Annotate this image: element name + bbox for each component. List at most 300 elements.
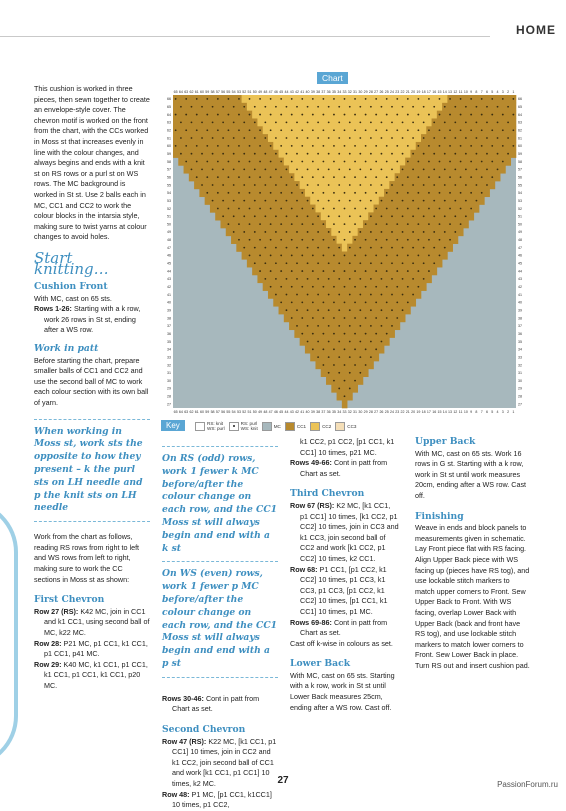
purl-dot — [417, 129, 419, 131]
chart-cell — [358, 95, 364, 103]
chart-cell — [268, 181, 274, 189]
chart-cell — [421, 236, 427, 244]
purl-dot — [486, 168, 488, 170]
chart-cell — [210, 205, 216, 213]
chart-cell — [268, 103, 274, 111]
chart-axis-label: 51 — [518, 214, 522, 219]
purl-dot — [365, 192, 367, 194]
purl-dot — [196, 145, 198, 147]
purl-dot — [206, 192, 208, 194]
purl-dot — [344, 223, 346, 225]
chart-cell — [363, 228, 369, 236]
purl-dot — [222, 215, 224, 217]
chart-cell — [426, 275, 432, 283]
purl-dot — [507, 137, 509, 139]
chart-axis-label: 57 — [215, 410, 220, 414]
chart-cell — [347, 158, 353, 166]
chart-cell — [189, 111, 195, 119]
chart-cell — [368, 220, 374, 228]
chart-cell — [379, 330, 385, 338]
purl-dot — [275, 153, 277, 155]
purl-dot — [233, 215, 235, 217]
chart-cell — [331, 244, 337, 252]
chart-cell — [199, 189, 205, 197]
purl-dot — [465, 215, 467, 217]
chart-cell — [263, 158, 269, 166]
chart-axis-label: 8 — [475, 410, 478, 414]
chart-axis-label: 30 — [518, 378, 522, 383]
chart-axis-label: 27 — [374, 90, 379, 94]
purl-dot — [201, 121, 203, 123]
purl-dot — [423, 137, 425, 139]
chart-cell — [236, 228, 242, 236]
purl-dot — [497, 153, 499, 155]
chart-cell — [294, 173, 300, 181]
chart-cell — [442, 189, 448, 197]
purl-dot — [301, 161, 303, 163]
chart-axis-label: 35 — [331, 410, 336, 414]
purl-dot — [454, 121, 456, 123]
purl-dot — [275, 121, 277, 123]
purl-dot — [407, 223, 409, 225]
purl-dot — [354, 192, 356, 194]
chart-cell — [273, 298, 279, 306]
purl-dot — [512, 98, 514, 100]
purl-dot — [470, 129, 472, 131]
chart-axis-label: 9 — [470, 410, 473, 414]
purl-dot — [286, 294, 288, 296]
chart-cell — [374, 212, 380, 220]
purl-dot — [386, 255, 388, 257]
purl-dot — [391, 231, 393, 233]
chart-cell — [257, 134, 263, 142]
chart-cell — [310, 228, 316, 236]
purl-dot — [359, 168, 361, 170]
purl-dot — [391, 137, 393, 139]
chart-axis-label: 42 — [167, 285, 171, 290]
purl-dot — [296, 247, 298, 249]
chart-axis-label: 54 — [167, 191, 171, 196]
chart-cell — [374, 291, 380, 299]
purl-dot — [338, 388, 340, 390]
chart-axis-label: 30 — [358, 410, 363, 414]
chart-axis-label: 61 — [518, 136, 522, 141]
purl-dot — [201, 168, 203, 170]
chart-cell — [416, 291, 422, 299]
chart-cell — [220, 220, 226, 228]
purl-dot — [333, 380, 335, 382]
purl-dot — [370, 106, 372, 108]
chart-cell — [331, 165, 337, 173]
purl-dot — [317, 247, 319, 249]
chart-axis-label: 41 — [300, 410, 305, 414]
chart-cell — [289, 181, 295, 189]
chart-cell — [347, 345, 353, 353]
purl-dot — [270, 208, 272, 210]
chart-axis-label: 53 — [236, 410, 241, 414]
first-chevron-heading: First Chevron — [34, 594, 105, 606]
purl-dot — [270, 161, 272, 163]
chart-cell — [363, 165, 369, 173]
chart-cell — [474, 142, 480, 150]
chart-cell — [337, 173, 343, 181]
purl-dot — [196, 161, 198, 163]
chart-cell — [342, 322, 348, 330]
purl-dot — [470, 145, 472, 147]
chart-cell — [331, 197, 337, 205]
key-cc3-swatch — [335, 422, 345, 431]
purl-dot — [333, 317, 335, 319]
chart-cell — [194, 181, 200, 189]
purl-dot — [280, 161, 282, 163]
purl-dot — [259, 223, 261, 225]
chart-cell — [321, 244, 327, 252]
section-title: HOME — [516, 23, 556, 37]
purl-dot — [307, 231, 309, 233]
purl-dot — [228, 208, 230, 210]
purl-dot — [249, 192, 251, 194]
chart-cell — [484, 173, 490, 181]
chart-cell — [347, 314, 353, 322]
chart-cell — [199, 95, 205, 103]
chart-axis-label: 50 — [167, 222, 171, 227]
upper-back-heading: Upper Back — [415, 436, 476, 447]
purl-dot — [238, 98, 240, 100]
chart-cell — [347, 330, 353, 338]
chart-axis-label: 28 — [368, 410, 373, 414]
chart-cell — [484, 189, 490, 197]
chart-cell — [326, 361, 332, 369]
purl-dot — [375, 270, 377, 272]
chart-cell — [305, 283, 311, 291]
chart-cell — [252, 252, 258, 260]
purl-dot — [444, 137, 446, 139]
purl-dot — [264, 106, 266, 108]
purl-dot — [412, 215, 414, 217]
chart-cell — [279, 212, 285, 220]
chart-cell — [432, 158, 438, 166]
chart-cell — [421, 142, 427, 150]
chart-axis-label: 57 — [215, 90, 220, 94]
chart-axis-label: 49 — [167, 230, 171, 235]
chart-cell — [257, 118, 263, 126]
chart-cell — [231, 205, 237, 213]
purl-dot — [375, 176, 377, 178]
chart-cell — [432, 189, 438, 197]
chart-cell — [389, 158, 395, 166]
chart-axis-label: 44 — [284, 410, 289, 414]
chart-cell — [231, 111, 237, 119]
purl-dot — [402, 309, 404, 311]
purl-dot — [381, 121, 383, 123]
chart-cell — [268, 118, 274, 126]
purl-dot — [307, 262, 309, 264]
chart-axis-label: 33 — [167, 355, 171, 360]
chart-cell — [463, 111, 469, 119]
chart-cell — [342, 165, 348, 173]
chart-cell — [236, 103, 242, 111]
purl-dot — [454, 168, 456, 170]
purl-dot — [359, 200, 361, 202]
chart-cell — [263, 267, 269, 275]
chart-cell — [352, 385, 358, 393]
purl-dot — [301, 333, 303, 335]
purl-dot — [307, 247, 309, 249]
chart-cell — [310, 275, 316, 283]
purl-dot — [449, 161, 451, 163]
purl-dot — [233, 184, 235, 186]
purl-dot — [481, 161, 483, 163]
chart-cell — [305, 126, 311, 134]
chart-cell — [463, 205, 469, 213]
purl-dot — [396, 255, 398, 257]
purl-dot — [507, 121, 509, 123]
purl-dot — [317, 137, 319, 139]
chart-cell — [374, 275, 380, 283]
chart-cell — [410, 173, 416, 181]
chart-cell — [294, 298, 300, 306]
chart-axis-label: 35 — [518, 339, 522, 344]
chart-cell — [194, 165, 200, 173]
chart-axis-label: 47 — [268, 90, 273, 94]
purl-dot — [465, 184, 467, 186]
chart-cell — [326, 314, 332, 322]
chart-cell — [358, 205, 364, 213]
purl-dot — [301, 301, 303, 303]
chart-cell — [384, 212, 390, 220]
row-48: Row 48: P1 MC, [p1 CC1, k1CC1] 10 times, p1 CC2, — [162, 789, 272, 810]
purl-dot — [296, 200, 298, 202]
purl-dot — [280, 98, 282, 100]
chart-cell — [379, 173, 385, 181]
chart-cell — [352, 259, 358, 267]
chart-cell — [205, 150, 211, 158]
rows-69-86: Rows 69-86: Cont in patt from Chart as set. — [290, 617, 388, 638]
purl-dot — [307, 106, 309, 108]
chart-cell — [289, 103, 295, 111]
chart-cell — [347, 283, 353, 291]
chart-cell — [331, 134, 337, 142]
chart-cell — [368, 189, 374, 197]
purl-dot — [359, 294, 361, 296]
chart-cell — [379, 126, 385, 134]
purl-dot — [359, 106, 361, 108]
chart-cell — [437, 150, 443, 158]
chart-cell — [416, 228, 422, 236]
purl-dot — [301, 286, 303, 288]
purl-dot — [222, 200, 224, 202]
row-28: Row 28: P21 MC, p1 CC1, k1 CC1, p1 CC1, p41 MC. — [34, 638, 148, 659]
chart-cell — [257, 181, 263, 189]
purl-dot — [460, 145, 462, 147]
decorative-arc — [0, 500, 18, 768]
chart-axis-label: 46 — [167, 253, 171, 258]
purl-dot — [196, 176, 198, 178]
purl-dot — [275, 215, 277, 217]
purl-dot — [280, 286, 282, 288]
chart-cell — [178, 158, 184, 166]
chart-cell — [484, 111, 490, 119]
purl-dot — [322, 145, 324, 147]
purl-dot — [322, 239, 324, 241]
purl-dot — [465, 200, 467, 202]
chart-cell — [326, 330, 332, 338]
chart-label: Chart — [317, 72, 348, 84]
purl-dot — [386, 270, 388, 272]
chart-cell — [263, 252, 269, 260]
chart-axis-label: 63 — [167, 120, 171, 125]
purl-dot — [233, 121, 235, 123]
chart-cell — [469, 165, 475, 173]
chart-cell — [405, 197, 411, 205]
purl-dot — [275, 184, 277, 186]
purl-dot — [402, 184, 404, 186]
chart-cell — [405, 118, 411, 126]
chart-cell — [384, 197, 390, 205]
purl-dot — [407, 192, 409, 194]
purl-dot — [317, 309, 319, 311]
purl-dot — [481, 145, 483, 147]
purl-dot — [322, 255, 324, 257]
chart-axis-label: 63 — [184, 90, 189, 94]
purl-dot — [307, 200, 309, 202]
purl-dot — [375, 286, 377, 288]
chart-cell — [247, 134, 253, 142]
chart-cell — [210, 158, 216, 166]
purl-dot — [460, 114, 462, 116]
chart-axis-label: 2 — [507, 90, 510, 94]
purl-dot — [349, 341, 351, 343]
purl-dot — [375, 145, 377, 147]
chart-cell — [368, 361, 374, 369]
purl-dot — [365, 129, 367, 131]
chart-cell — [236, 118, 242, 126]
purl-dot — [333, 348, 335, 350]
chart-cell — [505, 95, 511, 103]
chart-cell — [416, 244, 422, 252]
purl-dot — [344, 301, 346, 303]
chart-cell — [242, 205, 248, 213]
chart-cell — [326, 189, 332, 197]
chart-cell — [400, 126, 406, 134]
purl-dot — [317, 121, 319, 123]
chart-cell — [421, 158, 427, 166]
chart-cell — [368, 314, 374, 322]
chart-cell — [210, 173, 216, 181]
purl-dot — [454, 106, 456, 108]
chart-cell — [352, 103, 358, 111]
purl-dot — [433, 215, 435, 217]
chart-column-numbers-bottom — [174, 410, 515, 414]
purl-dot — [322, 223, 324, 225]
divider — [162, 446, 278, 447]
chart-cell — [294, 330, 300, 338]
purl-dot — [243, 200, 245, 202]
chart-cell — [226, 118, 232, 126]
purl-dot — [402, 231, 404, 233]
purl-dot — [354, 301, 356, 303]
chart-cell — [490, 118, 496, 126]
purl-dot — [349, 153, 351, 155]
purl-dot — [349, 309, 351, 311]
purl-dot — [476, 106, 478, 108]
chart-cell — [252, 189, 258, 197]
purl-dot — [275, 247, 277, 249]
chart-cell — [310, 306, 316, 314]
chart-cell — [453, 205, 459, 213]
purl-dot — [349, 262, 351, 264]
chart-cell — [474, 95, 480, 103]
chart-cell — [458, 181, 464, 189]
chart-cell — [347, 220, 353, 228]
purl-dot — [307, 341, 309, 343]
purl-dot — [338, 168, 340, 170]
row-68: Row 68: P1 CC1, [p1 CC2, k1 CC2] 10 times, p1 CC3, k1 CC3, p1 CC3, [p1 CC2, k1 CC2] 10 times, [p1 CC1, k1 CC1] 10 times, p1 MC. — [290, 564, 388, 616]
purl-dot — [312, 348, 314, 350]
purl-dot — [370, 168, 372, 170]
purl-dot — [338, 215, 340, 217]
purl-dot — [338, 106, 340, 108]
purl-dot — [407, 145, 409, 147]
chart-cell — [263, 236, 269, 244]
purl-dot — [359, 372, 361, 374]
chart-cell — [358, 189, 364, 197]
purl-dot — [286, 137, 288, 139]
chart-cell — [321, 197, 327, 205]
purl-dot — [312, 98, 314, 100]
chart-cell — [342, 353, 348, 361]
purl-dot — [428, 161, 430, 163]
purl-dot — [201, 153, 203, 155]
purl-dot — [449, 239, 451, 241]
chart-cell — [410, 95, 416, 103]
purl-dot — [417, 114, 419, 116]
purl-dot — [423, 278, 425, 280]
purl-dot — [486, 121, 488, 123]
chart-cell — [358, 126, 364, 134]
chart-axis-label: 43 — [289, 410, 294, 414]
chart-axis-label: 36 — [326, 410, 331, 414]
chart-cell — [279, 306, 285, 314]
chart-cell — [315, 158, 321, 166]
purl-dot — [254, 262, 256, 264]
purl-dot — [296, 184, 298, 186]
chart-cell — [257, 212, 263, 220]
purl-dot — [212, 121, 214, 123]
key-cc1: CC1 — [285, 422, 306, 431]
chart-cell — [300, 338, 306, 346]
key-knit: RS: knit WS: purl — [195, 421, 225, 431]
purl-dot — [428, 145, 430, 147]
purl-dot — [312, 286, 314, 288]
chart-cell — [474, 189, 480, 197]
start-knitting-heading: Start knitting… — [34, 248, 109, 278]
purl-dot — [412, 200, 414, 202]
chart-cell — [389, 111, 395, 119]
chart-cell — [215, 103, 221, 111]
purl-dot — [296, 278, 298, 280]
chart-axis-label: 32 — [518, 363, 522, 368]
chart-cell — [310, 118, 316, 126]
chart-cell — [384, 322, 390, 330]
purl-dot — [359, 278, 361, 280]
purl-dot — [322, 208, 324, 210]
chart-axis-label: 48 — [518, 238, 522, 243]
chart-cell — [321, 322, 327, 330]
chart-cell — [300, 134, 306, 142]
key-cc2-swatch — [310, 422, 320, 431]
purl-dot — [291, 301, 293, 303]
